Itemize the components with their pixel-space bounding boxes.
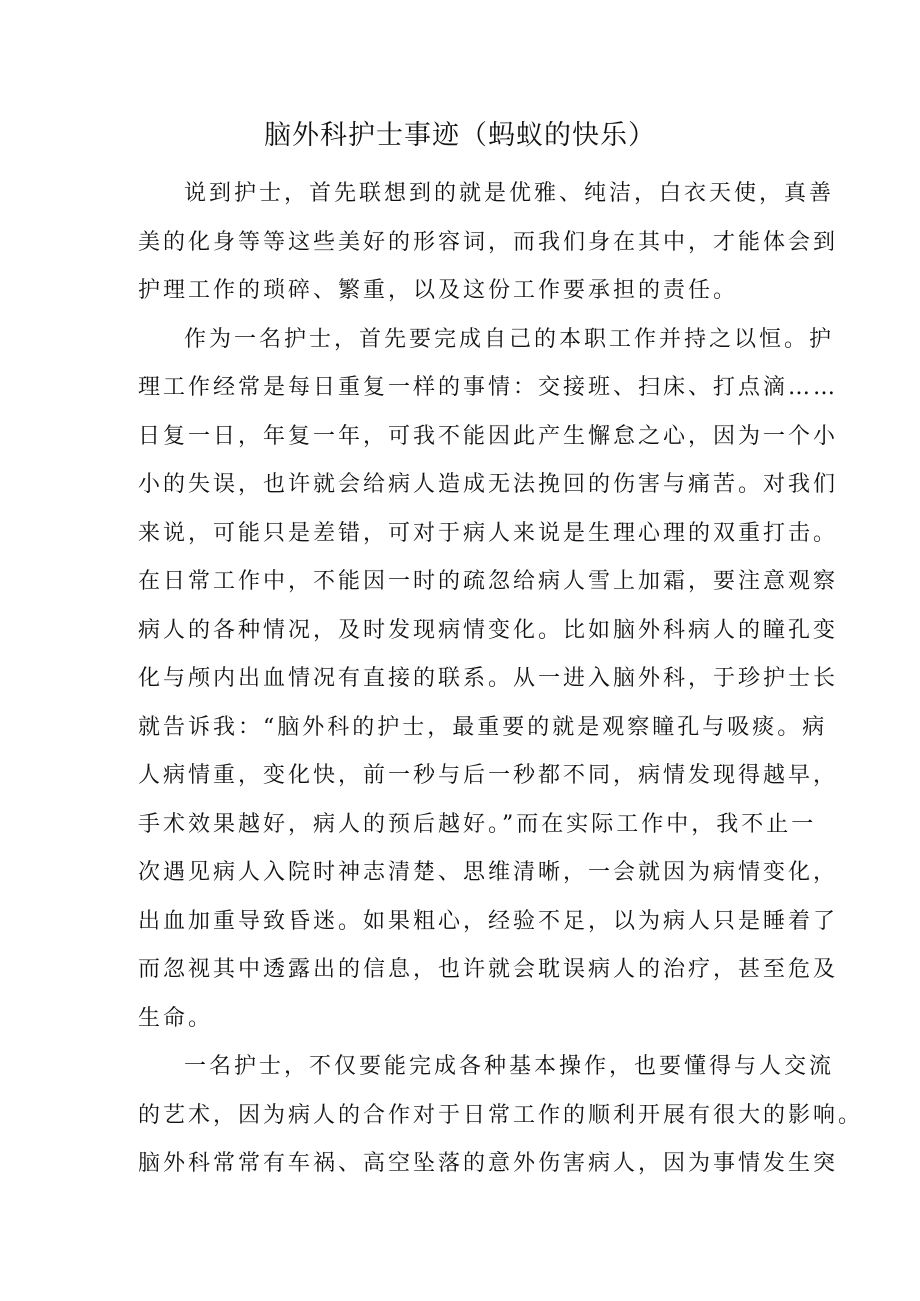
paragraph-3-line-2: 的艺术，因为病人的合作对于日常工作的顺利开展有很大的影响。 xyxy=(138,1102,864,1128)
paragraph-3-line-3: 脑外科常常有车祸、高空坠落的意外伤害病人，因为事情发生突 xyxy=(138,1151,839,1176)
paragraph-2-line-5: 来说，可能只是差错，可对于病人来说是生理心理的双重打击。 xyxy=(138,520,839,546)
paragraph-2-line-9: 就告诉我：“脑外科的护士，最重要的就是观察瞳孔与吸痰。病 xyxy=(138,714,828,740)
paragraph-2-line-12: 次遇见病人入院时神志清楚、思维清晰，一会就因为病情变化， xyxy=(138,860,839,885)
paragraph-2-line-14: 而忽视其中透露出的信息，也许就会耽误病人的治疗，甚至危及 xyxy=(138,957,839,982)
paragraph-2-line-10: 人病情重，变化快，前一秒与后一秒都不同，病情发现得越早， xyxy=(138,763,839,788)
paragraph-1-line-3: 护理工作的琐碎、繁重，以及这份工作要承担的责任。 xyxy=(138,278,739,303)
document-body xyxy=(138,170,864,1189)
paragraph-3-line-1: 一名护士，不仅要能完成各种基本操作，也要懂得与人交流 xyxy=(184,1054,835,1079)
paragraph-2-line-11: 手术效果越好，病人的预后越好。”而在实际工作中，我不止一 xyxy=(138,811,817,837)
paragraph-1-line-1: 说到护士，首先联想到的就是优雅、纯洁，白衣天使，真善 xyxy=(184,181,835,206)
paragraph-2-line-2: 理工作经常是每日重复一样的事情：交接班、扫床、打点滴…… xyxy=(138,375,839,400)
paragraph-2-line-8: 化与颅内出血情况有直接的联系。从一进入脑外科，于珍护士长 xyxy=(138,666,839,691)
document-title: 脑外科护士事迹（蚂蚁的快乐） xyxy=(264,120,656,151)
paragraph-2-line-6: 在日常工作中，不能因一时的疏忽给病人雪上加霜，要注意观察 xyxy=(138,569,839,594)
paragraph-2-line-4: 小的失误，也许就会给病人造成无法挽回的伤害与痛苦。对我们 xyxy=(138,472,839,497)
paragraph-2-line-3: 日复一日，年复一年，可我不能因此产生懈怠之心，因为一个小 xyxy=(138,423,839,449)
paragraph-2-line-13: 出血加重导致昏迷。如果粗心，经验不足，以为病人只是睡着了 xyxy=(138,908,839,934)
paragraph-2-line-7: 病人的各种情况，及时发现病情变化。比如脑外科病人的瞳孔变 xyxy=(138,617,839,643)
paragraph-2-line-1: 作为一名护士，首先要完成自己的本职工作并持之以恒。护 xyxy=(184,326,835,352)
paragraph-2-line-15: 生命。 xyxy=(138,1005,214,1031)
paragraph-1-line-2: 美的化身等等这些美好的形容词，而我们身在其中，才能体会到 xyxy=(138,229,839,255)
